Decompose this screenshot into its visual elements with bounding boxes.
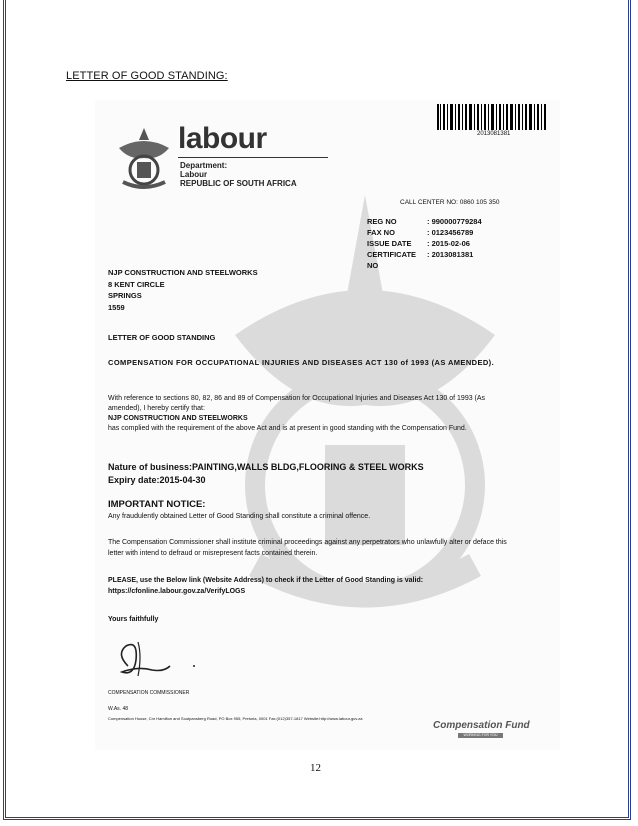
business-info (108, 461, 424, 487)
call-center: CALL CENTER NO: 0860 105 350 (400, 199, 500, 206)
expiry-date: Expiry date:2015-04-30 (108, 475, 206, 485)
notice-body: Any fraudulently obtained Letter of Good Standing shall constitute a criminal offence. (108, 513, 371, 520)
compensation-fund-logo: Compensation Fund (433, 720, 530, 731)
letter-subject: LETTER OF GOOD STANDING (108, 333, 216, 342)
form-code: W.As. 48 (108, 706, 129, 712)
barcode-icon (437, 104, 547, 130)
dept-line-1: Department: (180, 161, 228, 170)
address-line: SPRINGS (108, 291, 142, 300)
page-heading: LETTER OF GOOD STANDING: (66, 70, 228, 82)
ref-key: REG NO (367, 217, 397, 226)
closing: Yours faithfully (108, 616, 159, 623)
reference-block (367, 216, 482, 271)
act-title: COMPENSATION FOR OCCUPATIONAL INJURIES AND DISEASES ACT 130 of 1993 (AS AMENDED). (108, 358, 495, 367)
ref-key: CERTIFICATE NO (367, 250, 417, 270)
labour-logo-text: labour (178, 122, 267, 155)
footer-address: Compensation House, Cnr Hamilton and Soutpansberg Road, PO Box 955, Pretoria, 0001 Fax:(012)357-1817 Website:http://www.labour.gov.za (108, 716, 363, 721)
ref-value: : 990000779284 (427, 217, 482, 226)
compensation-fund-tagline: WORKING FOR YOU (458, 733, 503, 738)
ref-key: ISSUE DATE (367, 239, 412, 248)
ref-row (367, 238, 482, 249)
ref-value: : 0123456789 (427, 228, 474, 237)
nature-of-business: Nature of business:PAINTING,WALLS BLDG,FLOORING & STEEL WORKS (108, 462, 424, 472)
commissioner-label: COMPENSATION COMMISSIONER (108, 690, 190, 696)
letter-body (108, 394, 508, 434)
dept-line-3: REPUBLIC OF SOUTH AFRICA (180, 179, 297, 188)
ref-value: : 2015-02-06 (427, 239, 470, 248)
department-block (180, 161, 297, 188)
ref-key: FAX NO (367, 228, 395, 237)
barcode-number: 2013081381 (477, 131, 511, 137)
ref-row (367, 227, 482, 238)
notice-title: IMPORTANT NOTICE: (108, 499, 206, 510)
ref-row (367, 249, 482, 271)
ref-value: : 2013081381 (427, 250, 474, 259)
body-line-2: has complied with the requirement of the above Act and is at present in good standing with the Compensation Fund. (108, 425, 467, 432)
coat-of-arms-icon (115, 126, 173, 190)
signature-icon (108, 636, 198, 682)
verify-instruction: PLEASE, use the Below link (Website Address) to check if the Letter of Good Standing is valid: https://cfonline.labour.gov.za/VerifyLOGS (108, 577, 424, 595)
body-line-1: With reference to sections 80, 82, 86 and 89 of Compensation for Occupational Injuries and Diseases Act 130 of 1993 (As amended), I hereby certify that: (108, 395, 486, 412)
logo-divider (178, 157, 328, 158)
address-block (108, 267, 258, 313)
dept-line-2: Labour (180, 170, 208, 179)
body-company: NJP CONSTRUCTION AND STEELWORKS (108, 415, 248, 422)
ref-row (367, 216, 482, 227)
address-line: 1559 (108, 302, 125, 312)
page-number: 12 (310, 762, 321, 774)
commissioner-warning: The Compensation Commissioner shall institute criminal proceedings against any perpetrators who unlawfully alter or deface this letter with intend to defraud or misrepresent facts contained therein. (108, 539, 507, 557)
address-line: 8 KENT CIRCLE (108, 279, 165, 289)
address-line: NJP CONSTRUCTION AND STEELWORKS (108, 268, 258, 277)
